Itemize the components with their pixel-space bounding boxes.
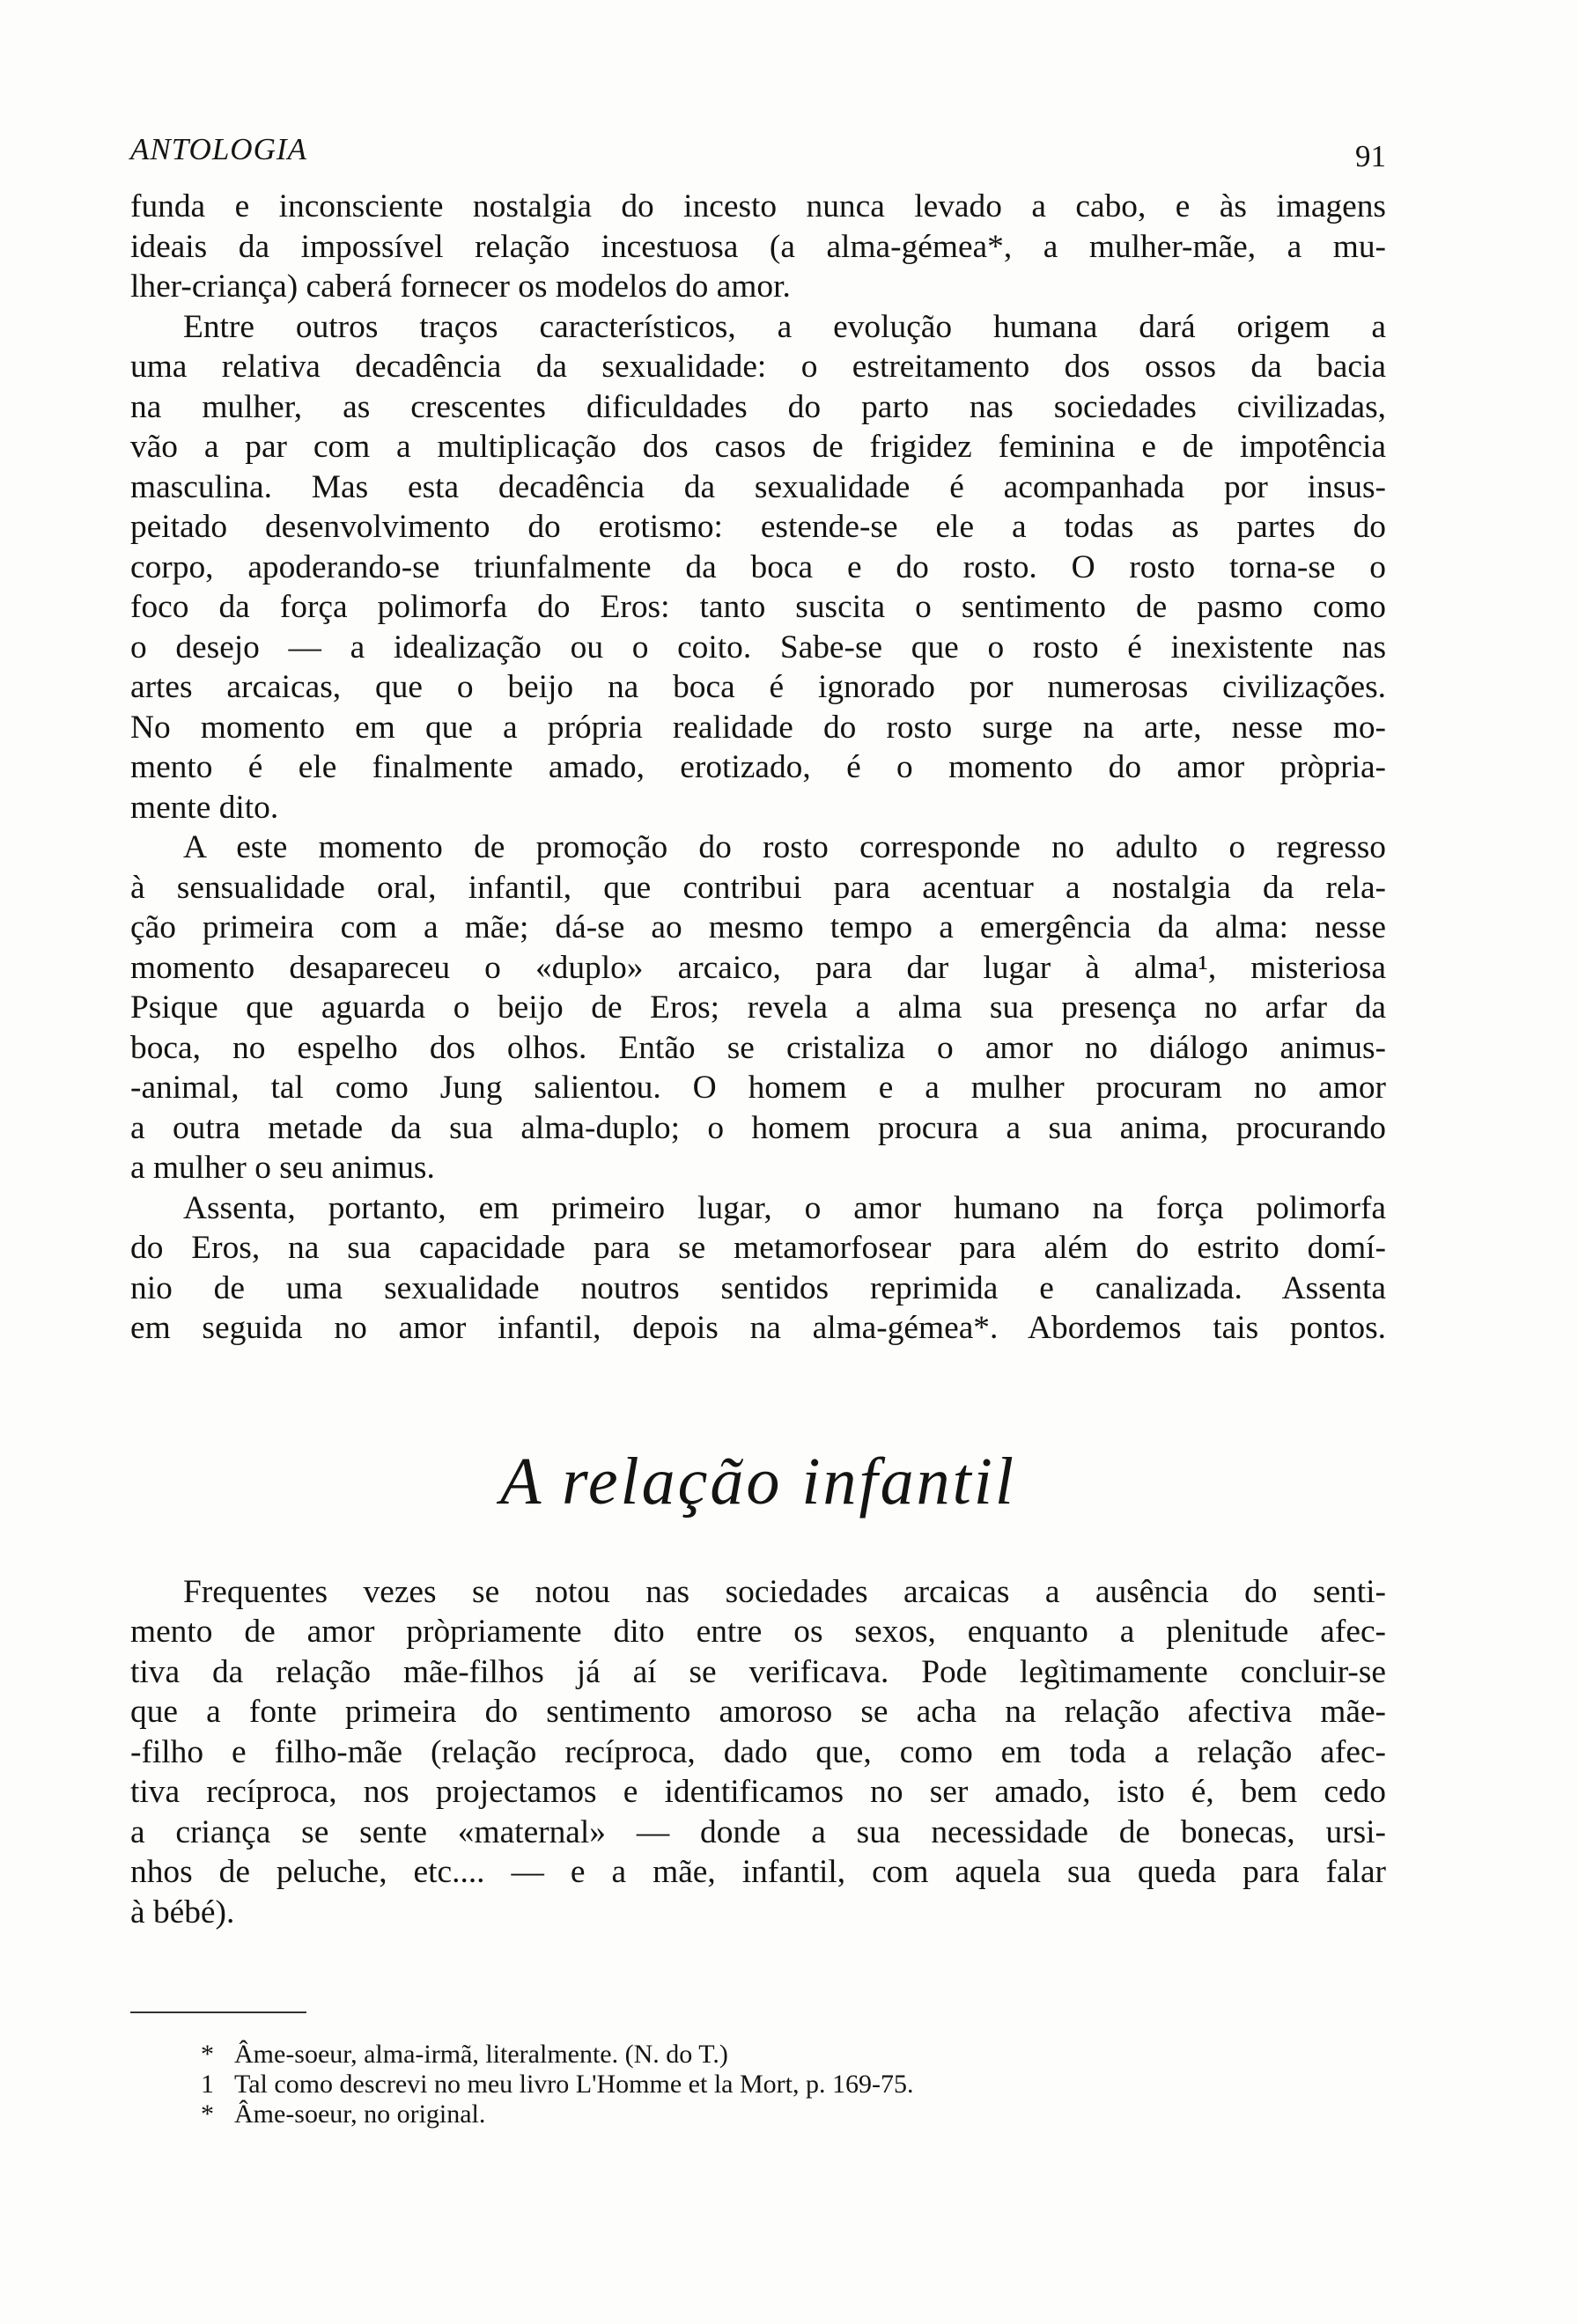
text-line: No momento em que a própria realidade do rosto surge na arte, nesse mo- bbox=[130, 709, 1386, 746]
book-page bbox=[130, 132, 1386, 2129]
body-text bbox=[130, 187, 1386, 1349]
text-line: Frequentes vezes se notou nas sociedades arcaicas a ausência do senti- bbox=[183, 1573, 1386, 1610]
footnote-text: Tal como descrevi no meu livro L'Homme et la Mort, p. 169-75. bbox=[234, 2070, 914, 2099]
text-line: -animal, tal como Jung salientou. O homem e a mulher procuram no amor bbox=[130, 1070, 1386, 1106]
text-line: a criança se sente «maternal» — donde a sua necessidade de bonecas, ursi- bbox=[130, 1813, 1386, 1850]
paragraph-5 bbox=[130, 1572, 1386, 1933]
footnote-divider bbox=[130, 2011, 306, 2013]
text-line: mento é ele finalmente amado, erotizado, é o momento do amor pròpria- bbox=[130, 749, 1386, 785]
footnote-mark: 1 bbox=[201, 2070, 214, 2099]
text-line: na mulher, as crescentes dificuldades do parto nas sociedades civilizadas, bbox=[130, 388, 1386, 425]
footnote-text: Âme-soeur, alma-irmã, literalmente. (N. do T.) bbox=[234, 2040, 728, 2069]
text-line: peitado desenvolvimento do erotismo: estende-se ele a todas as partes do bbox=[130, 509, 1386, 545]
text-line: A este momento de promoção do rosto corresponde no adulto o regresso bbox=[183, 829, 1386, 865]
paragraph-1 bbox=[130, 187, 1386, 307]
text-line: funda e inconsciente nostalgia do incesto nunca levado a cabo, e às imagens bbox=[130, 188, 1386, 224]
text-line: momento desapareceu o «duplo» arcaico, para dar lugar à alma¹, misteriosa bbox=[130, 949, 1386, 986]
text-line: Entre outros traços característicos, a evolução humana dará origem a bbox=[183, 308, 1386, 345]
text-line: -filho e filho-mãe (relação recíproca, dado que, como em toda a relação afec- bbox=[130, 1733, 1386, 1770]
running-title: ANTOLOGIA bbox=[130, 132, 307, 166]
page-number: 91 bbox=[1355, 139, 1386, 173]
text-line: foco da força polimorfa do Eros: tanto suscita o sentimento de pasmo como bbox=[130, 589, 1386, 625]
footnote bbox=[201, 2040, 1386, 2070]
text-line: a outra metade da sua alma-duplo; o homem procura a sua anima, procurando bbox=[130, 1109, 1386, 1146]
text-line: tiva recíproca, nos projectamos e identificamos no ser amado, isto é, bem cedo bbox=[130, 1774, 1386, 1810]
text-line: nio de uma sexualidade noutros sentidos reprimida e canalizada. Assenta bbox=[130, 1269, 1386, 1306]
paragraph-3 bbox=[130, 827, 1386, 1188]
text-line: mente dito. bbox=[130, 789, 279, 826]
section-body bbox=[130, 1572, 1386, 1933]
footnote-text: Âme-soeur, no original. bbox=[234, 2100, 486, 2129]
text-line: Assenta, portanto, em primeiro lugar, o amor humano na força polimorfa bbox=[183, 1189, 1386, 1226]
text-line: o desejo — a idealização ou o coito. Sabe-se que o rosto é inexistente nas bbox=[130, 629, 1386, 666]
text-line: artes arcaicas, que o beijo na boca é ignorado por numerosas civilizações. bbox=[130, 669, 1386, 705]
footnote-mark: * bbox=[201, 2100, 214, 2129]
paragraph-4 bbox=[130, 1188, 1386, 1349]
footnote bbox=[201, 2100, 1386, 2129]
text-line: ção primeira com a mãe; dá-se ao mesmo tempo a emergência da alma: nesse bbox=[130, 909, 1386, 945]
text-line: a mulher o seu animus. bbox=[130, 1150, 435, 1186]
section-title: A relação infantil bbox=[500, 1444, 1016, 1519]
text-line: à bébé). bbox=[130, 1894, 235, 1931]
text-line: mento de amor pròpriamente dito entre os sexos, enquanto a plenitude afec- bbox=[130, 1614, 1386, 1650]
footnote-mark: * bbox=[201, 2040, 214, 2069]
footnotes bbox=[201, 2040, 1386, 2129]
text-line: masculina. Mas esta decadência da sexualidade é acompanhada por insus- bbox=[130, 468, 1386, 505]
text-line: Psique que aguarda o beijo de Eros; revela a alma sua presença no arfar da bbox=[130, 989, 1386, 1026]
footnote bbox=[201, 2070, 1386, 2100]
text-line: nhos de peluche, etc.... — e a mãe, infantil, com aquela sua queda para falar bbox=[130, 1854, 1386, 1890]
text-line: corpo, apoderando-se triunfalmente da boca e do rosto. O rosto torna-se o bbox=[130, 548, 1386, 585]
text-line: à sensualidade oral, infantil, que contribui para acentuar a nostalgia da rela- bbox=[130, 869, 1386, 906]
running-head bbox=[130, 132, 1386, 176]
text-line: do Eros, na sua capacidade para se metamorfosear para além do estrito domí- bbox=[130, 1230, 1386, 1266]
text-line: que a fonte primeira do sentimento amoroso se acha na relação afectiva mãe- bbox=[130, 1694, 1386, 1730]
text-line: em seguida no amor infantil, depois na alma-gémea*. Abordemos tais pontos. bbox=[130, 1310, 1386, 1346]
text-line: lher-criança) caberá fornecer os modelos do amor. bbox=[130, 268, 791, 305]
text-line: boca, no espelho dos olhos. Então se cristaliza o amor no diálogo animus- bbox=[130, 1029, 1386, 1066]
text-line: vão a par com a multiplicação dos casos de frigidez feminina e de impotência bbox=[130, 429, 1386, 465]
text-line: tiva da relação mãe-filhos já aí se verificava. Pode legìtimamente concluir-se bbox=[130, 1653, 1386, 1690]
text-line: ideais da impossível relação incestuosa (a alma-gémea*, a mulher-mãe, a mu- bbox=[130, 228, 1386, 265]
text-line: uma relativa decadência da sexualidade: o estreitamento dos ossos da bacia bbox=[130, 349, 1386, 385]
paragraph-2 bbox=[130, 307, 1386, 828]
